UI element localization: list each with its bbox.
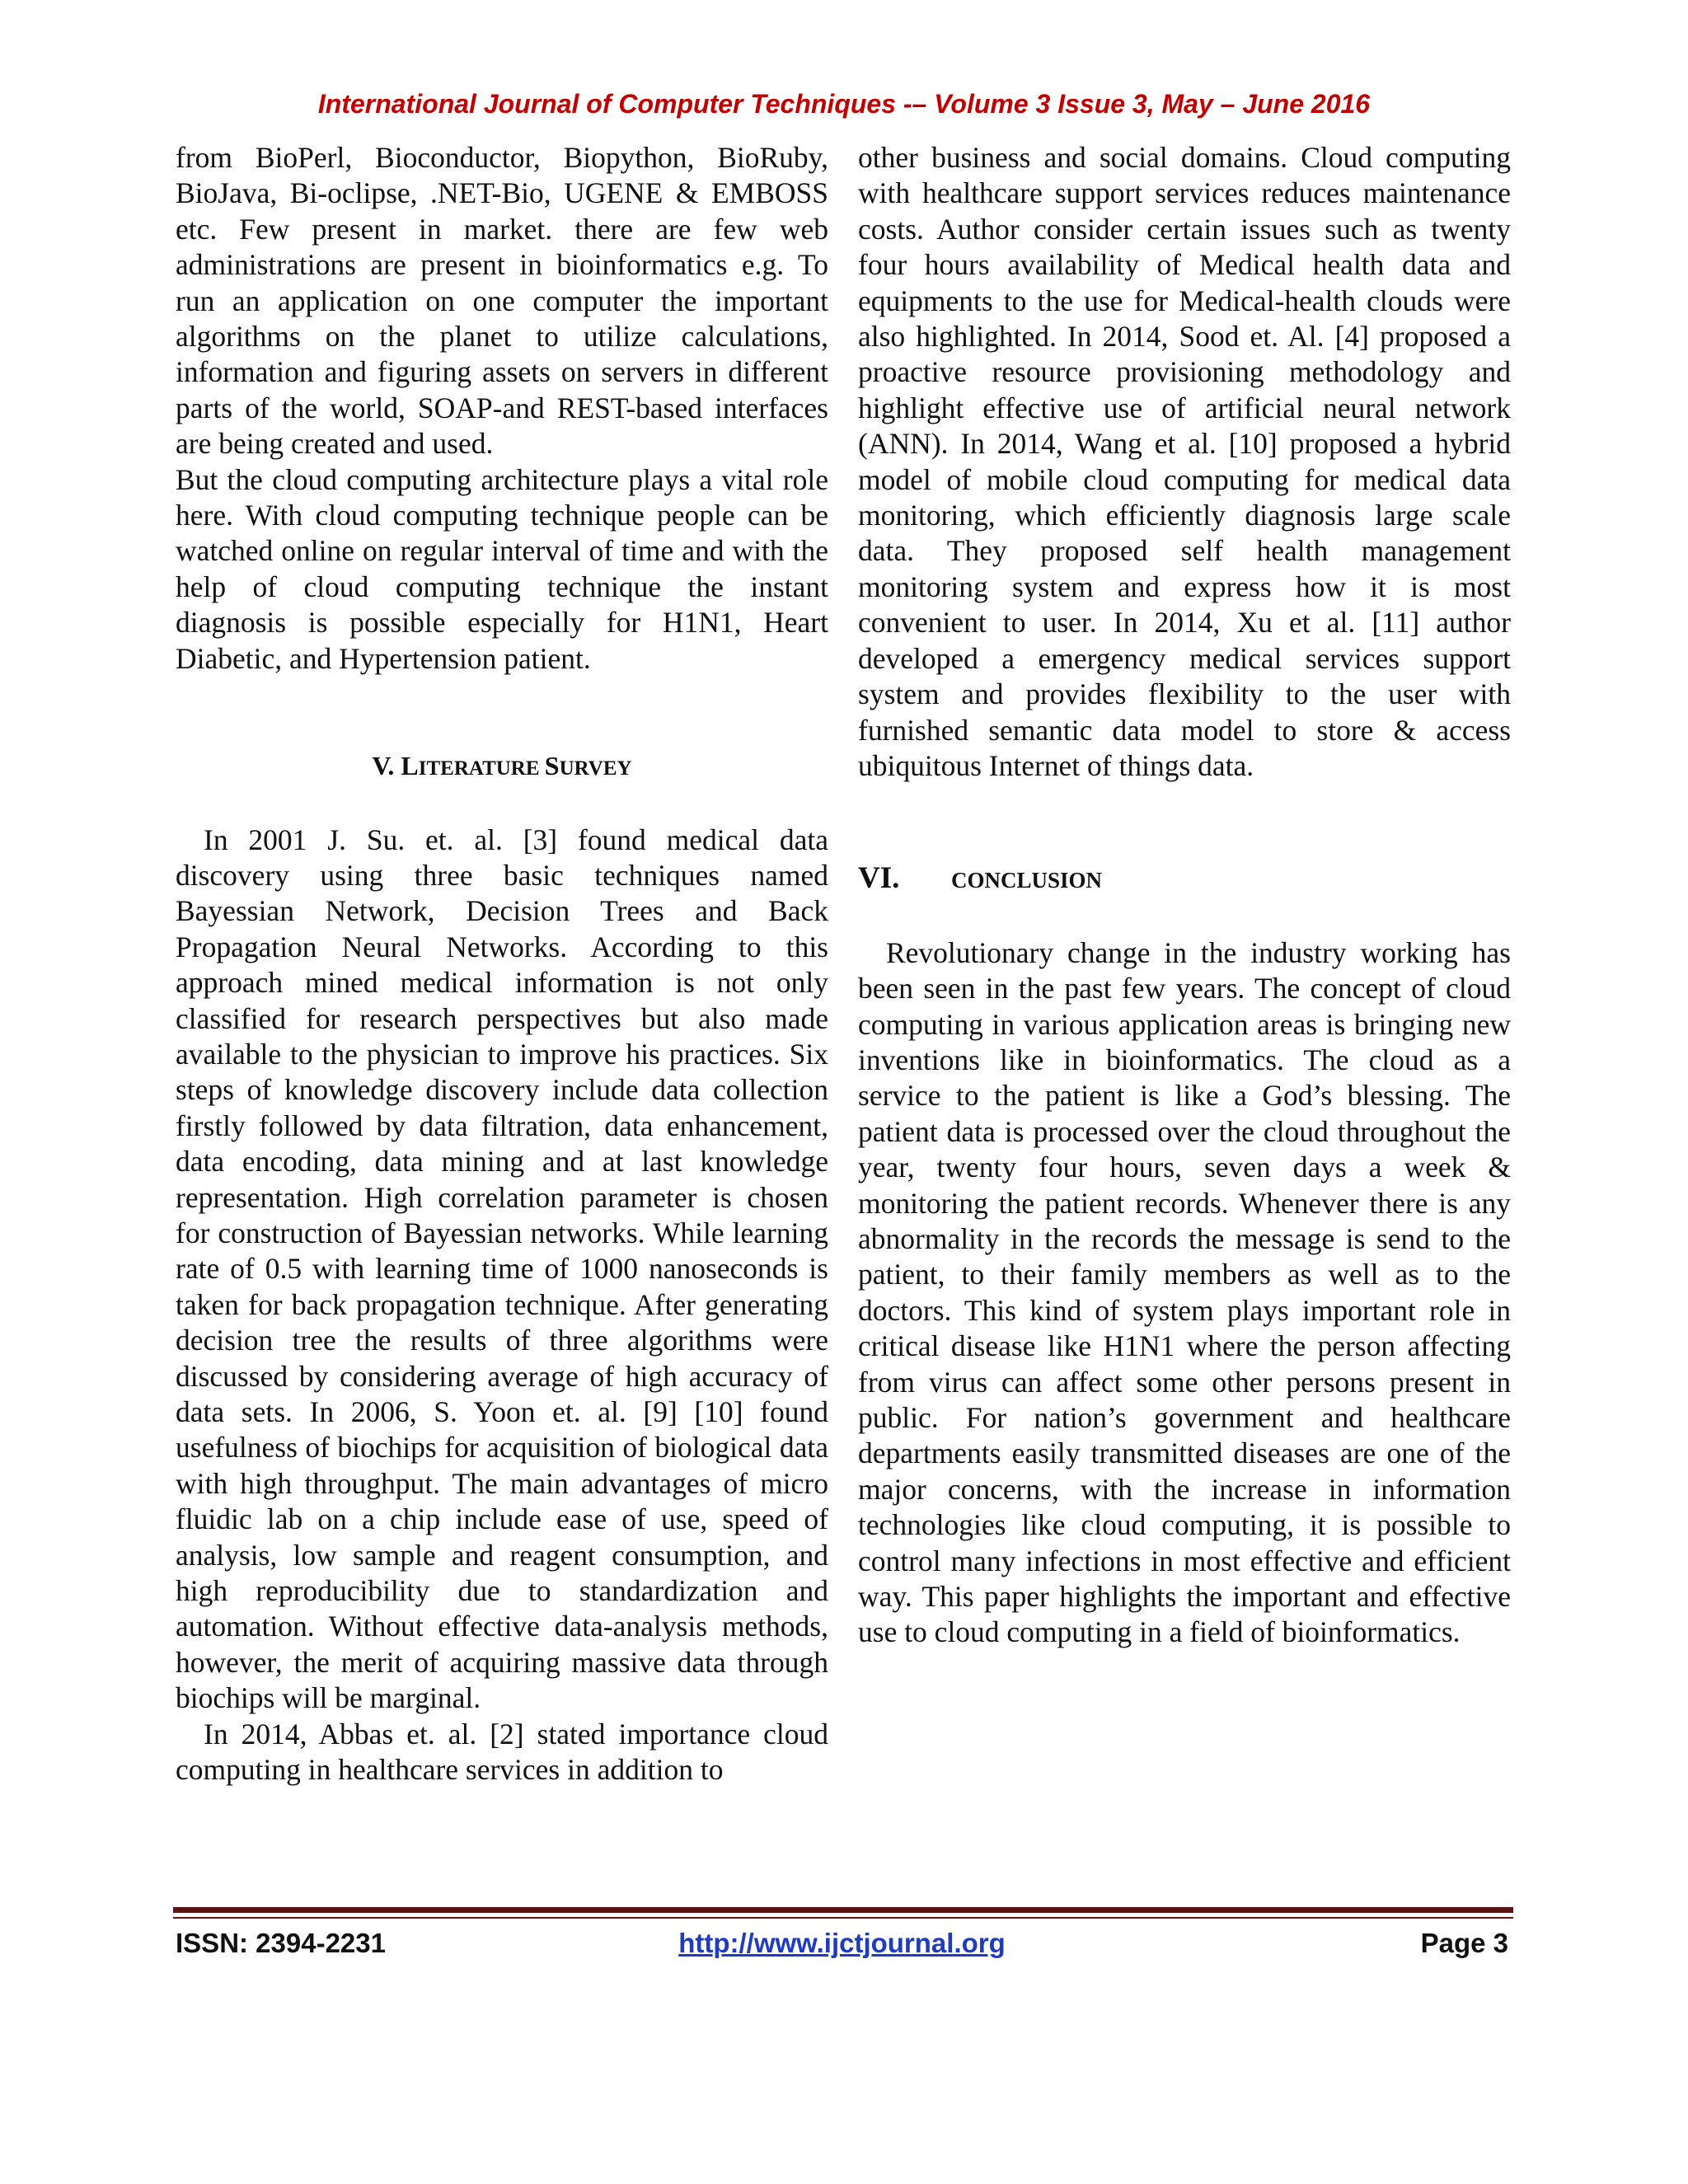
journal-header: International Journal of Computer Techniques -– Volume 3 Issue 3, May – June 2016	[317, 89, 1371, 119]
left-column	[176, 140, 828, 1788]
paragraph: In 2001 J. Su. et. al. [3] found medical data discovery using three basic techniques named Bayessian Network, Decision Trees and Back Propagation Neural Networks. According to this approach mined medical information is not only classified for research perspectives but also made available to the physician to improve his practices. Six steps of knowledge discovery include data collection firstly followed by data filtration, data enhancement, data encoding, data mining and at last knowledge representation. High correlation parameter is chosen for construction of Bayessian networks. While learning rate of 0.5 with learning time of 1000 nanoseconds is taken for back propagation technique. After generating decision tree the results of three algorithms were discussed by considering average of high accuracy of data sets. In 2006, S. Yoon et. al. [9] [10] found usefulness of biochips for acquisition of biological data with high throughput. The main advantages of micro fluidic lab on a chip include ease of use, speed of analysis, low sample and reagent consumption, and high reproducibility due to standardization and automation. Without effective data-analysis methods, however, the merit of acquiring massive data through biochips will be marginal.	[176, 823, 828, 1715]
section-heading-literature-survey: V. LITERATURE SURVEY	[372, 751, 632, 781]
journal-url-link[interactable]: http://www.ijctjournal.org	[678, 1928, 1006, 1958]
paragraph: In 2014, Abbas et. al. [2] stated importance cloud computing in healthcare services in addition to	[176, 1717, 828, 1787]
footer-rule-thin	[173, 1917, 1513, 1919]
section-heading-conclusion: VI. CONCLUSION	[858, 861, 1103, 896]
right-column	[858, 140, 1511, 1651]
paragraph: from BioPerl, Bioconductor, Biopython, BioRuby, BioJava, Bi-oclipse, .NET-Bio, UGENE & EMBOSS etc. Few present in market. there are few web administrations are present in bioinformatics e.g. To run an application on one computer the important algorithms on the planet to utilize calculations, information and figuring assets on servers in different parts of the world, SOAP-and REST-based interfaces are being created and used.	[176, 141, 828, 461]
issn-label: ISSN: 2394-2231	[176, 1928, 386, 1958]
page-number: Page 3	[1420, 1928, 1508, 1958]
paragraph: other business and social domains. Cloud computing with healthcare support services reduces maintenance costs. Author consider certain issues such as twenty four hours availability of Medical health data and equipments to the use for Medical-health clouds were also highlighted. In 2014, Sood et. Al. [4] proposed a proactive resource provisioning methodology and highlight effective use of artificial neural network (ANN). In 2014, Wang et al. [10] proposed a hybrid model of mobile cloud computing for medical data monitoring, which efficiently diagnosis large scale data. They proposed self health management monitoring system and express how it is most convenient to user. In 2014, Xu et al. [11] author developed a emergency medical services support system and provides flexibility to the user with furnished semantic data model to store & access ubiquitous Internet of things data.	[858, 141, 1511, 782]
paragraph: But the cloud computing architecture plays a vital role here. With cloud computing technique people can be watched online on regular interval of time and with the help of cloud computing technique the instant diagnosis is possible especially for H1N1, Heart Diabetic, and Hypertension patient.	[176, 462, 828, 675]
paragraph: Revolutionary change in the industry working has been seen in the past few years. The concept of cloud computing in various application areas is bringing new inventions like in bioinformatics. The cloud as a service to the patient is like a God’s blessing. The patient data is processed over the cloud throughout the year, twenty four hours, seven days a week & monitoring the patient records. Whenever there is any abnormality in the records the message is send to the patient, to their family members as well as to the doctors. This kind of system plays important role in critical disease like H1N1 where the person affecting from virus can affect some other persons present in public. For nation’s government and healthcare departments easily transmitted diseases are one of the major concerns, with the increase in information technologies like cloud computing, it is possible to control many infections in most effective and efficient way. This paper highlights the important and effective use to cloud computing in a field of bioinformatics.	[858, 935, 1511, 1649]
footer-rule-thick	[173, 1907, 1513, 1913]
footer-link-wrapper	[176, 1925, 1508, 1961]
